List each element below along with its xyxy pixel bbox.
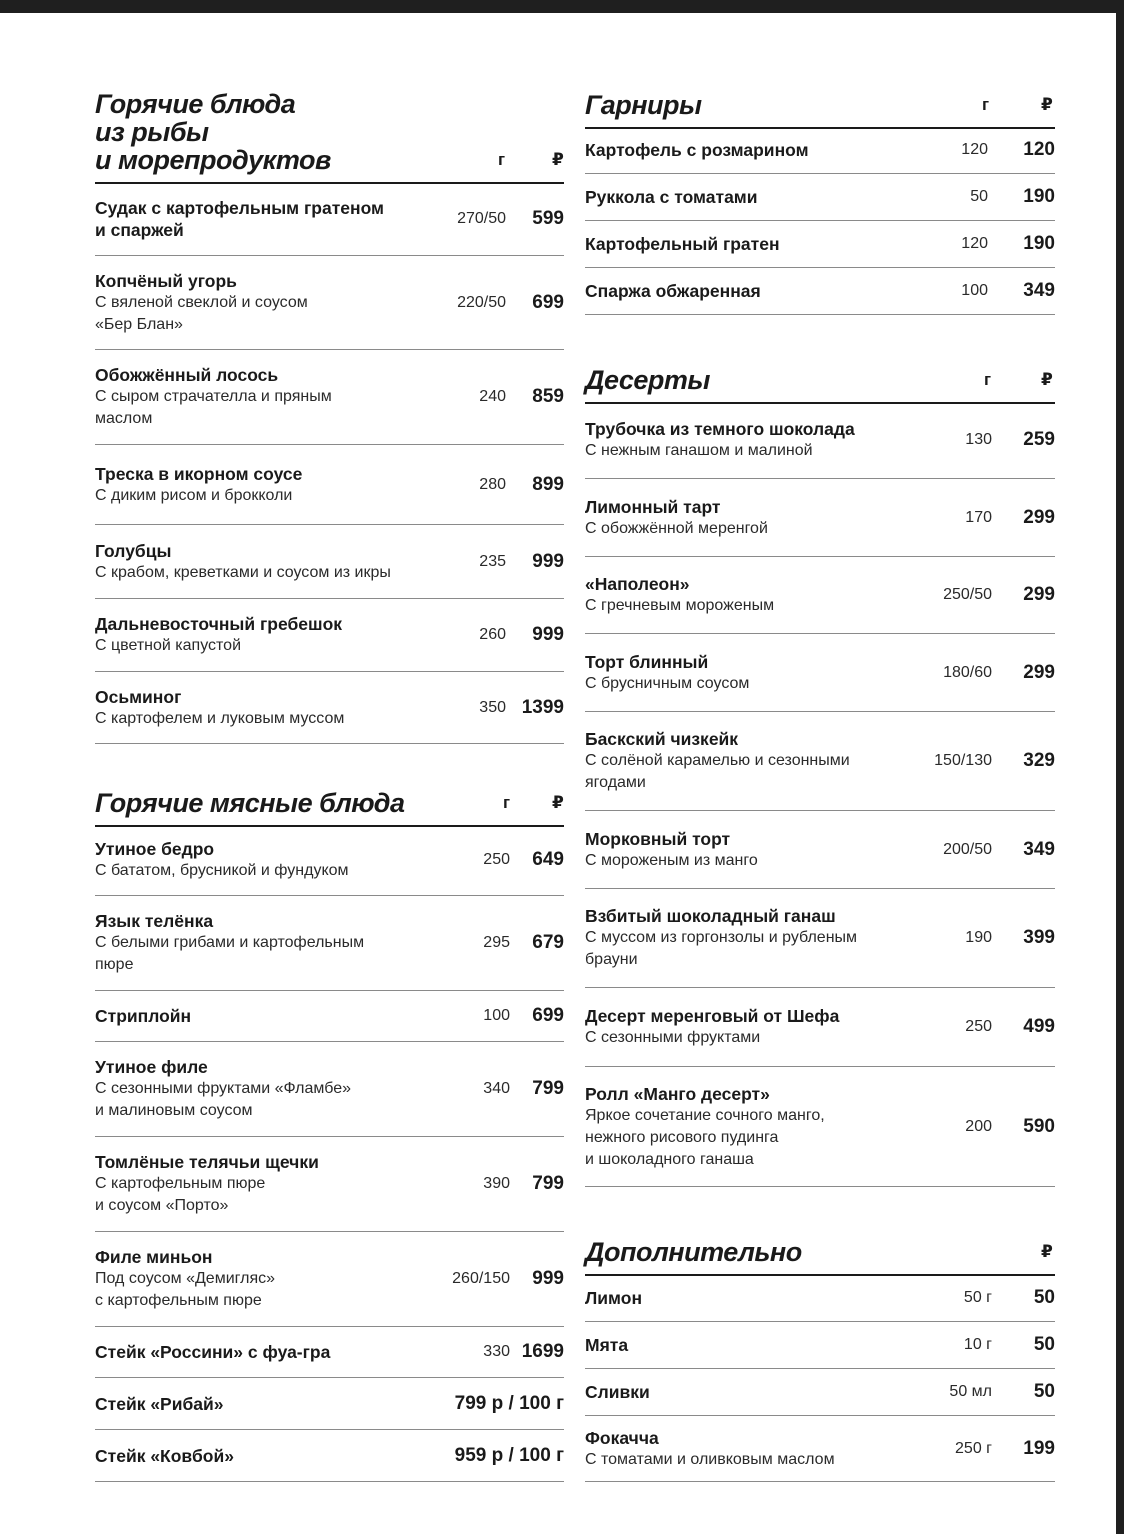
weight-column-header: г — [498, 150, 506, 169]
menu-item-text — [585, 728, 920, 794]
menu-item-name: Язык телёнка — [95, 911, 214, 931]
menu-item-description: С гречневым мороженым — [585, 597, 775, 614]
menu-item-description: С картофелем и луковым муссом — [95, 709, 345, 727]
menu-item-name: Ролл «Манго десерт» — [585, 1083, 770, 1104]
menu-item-price: 649 — [532, 849, 564, 870]
menu-item-weight: 50 — [970, 188, 988, 205]
menu-item-text — [95, 1246, 430, 1312]
menu-item — [585, 712, 1055, 811]
menu-item-price: 999 — [532, 550, 564, 572]
menu-item-weight: 340 — [483, 1080, 510, 1097]
window-right-border — [1116, 0, 1124, 1534]
menu-item-price: 699 — [532, 291, 564, 313]
menu-item-name: Мята — [585, 1335, 629, 1355]
menu-item-text — [95, 364, 430, 430]
menu-item-price: 329 — [1023, 750, 1055, 771]
menu-item-text — [95, 686, 430, 730]
price-column-header: ₽ — [552, 150, 564, 169]
menu-item-weight: 260 — [479, 626, 506, 643]
menu-item-name: Обожжённый лосось — [95, 365, 279, 385]
menu-item-description: С бататом, брусникой и фундуком — [95, 862, 349, 879]
menu-item-description: С обожжённой меренгой — [585, 519, 768, 537]
menu-item — [95, 672, 564, 744]
menu-item-name: Стейк «Ковбой» — [95, 1445, 234, 1466]
menu-item-price: 399 — [1023, 927, 1055, 948]
menu-item — [585, 1416, 1055, 1482]
menu-item — [95, 896, 564, 991]
menu-item-text — [95, 1151, 430, 1217]
menu-item-weight: 250 — [965, 1018, 992, 1035]
menu-item — [585, 1322, 1055, 1369]
menu-item-name: Сливки — [585, 1382, 650, 1402]
menu-item-description: С брусничным соусом — [585, 674, 750, 692]
menu-item-description: С крабом, креветками и соусом из икры — [95, 563, 391, 581]
menu-item-price: 50 — [1033, 1286, 1055, 1308]
menu-item — [95, 1232, 564, 1327]
menu-item — [95, 445, 564, 525]
section-header — [95, 75, 564, 184]
menu-item-name: Лимонный тарт — [585, 496, 721, 517]
menu-item-name: Утиное бедро — [95, 839, 215, 859]
menu-item-name: Взбитый шоколадный ганаш — [585, 906, 836, 926]
menu-item-text — [95, 910, 430, 976]
menu-item-text — [585, 1381, 920, 1403]
menu-item-text — [95, 463, 430, 507]
menu-item-text — [585, 280, 920, 302]
menu-item-description: С сыром страчателла и пряным маслом — [95, 388, 332, 427]
menu-item-text — [585, 1427, 920, 1471]
menu-item-text — [585, 573, 920, 617]
menu-item — [585, 127, 1055, 174]
section-title: Гарниры — [585, 90, 702, 120]
menu-item — [585, 221, 1055, 268]
menu-item-name: Судак с картофельным гратеном и спаржей — [95, 197, 384, 240]
menu-item-text — [585, 828, 920, 872]
price-column-header: ₽ — [1041, 370, 1053, 389]
menu-item-name: Трубочка из темного шоколада — [585, 419, 855, 439]
menu-item-name: Фокачча — [585, 1427, 659, 1448]
menu-item-weight: 330 — [483, 1343, 510, 1360]
menu-item-name: Осьминог — [95, 686, 182, 707]
weight-column-header: г — [982, 95, 990, 114]
section-title: Десерты — [585, 365, 710, 395]
menu-item-description: С сезонными фруктами «Фламбе» и малиновым соусом — [95, 1080, 352, 1119]
menu-item-description: С диким рисом и брокколи — [95, 486, 293, 504]
menu-item-name: Спаржа обжаренная — [585, 281, 761, 301]
menu-item-price: 299 — [1023, 506, 1055, 528]
menu-item-name: Десерт меренговый от Шефа — [585, 1006, 840, 1026]
menu-item — [95, 1137, 564, 1232]
menu-item-weight: 260/150 — [452, 1270, 510, 1287]
menu-item-name: Торт блинный — [585, 651, 709, 672]
menu-item-price: 499 — [1023, 1016, 1055, 1037]
menu-item-name: Картофель с розмарином — [585, 140, 809, 160]
menu-item-name: Стриплойн — [95, 1006, 192, 1026]
menu-item-description: Под соусом «Демигляс» с картофельным пюре — [95, 1270, 276, 1309]
menu-item-weight: 240 — [479, 388, 506, 405]
menu-item-price: 299 — [1023, 661, 1055, 683]
menu-item-weight: 250 г — [955, 1439, 992, 1457]
section-title: Горячие мясные блюда — [95, 788, 405, 818]
menu-item-name: Томлёные телячьи щечки — [95, 1152, 319, 1172]
menu-item-weight: 270/50 — [457, 209, 506, 227]
menu-item-text — [585, 1287, 920, 1309]
menu-item-description: С мороженым из манго — [585, 851, 758, 869]
menu-item-weight: 10 г — [963, 1336, 992, 1353]
menu-item-description: Яркое сочетание сочного манго, нежного рисового пудинга и шоколадного ганаша — [585, 1106, 825, 1168]
menu-item — [95, 825, 564, 896]
menu-item-name: Морковный торт — [585, 828, 731, 849]
menu-item-price: 190 — [1023, 233, 1055, 254]
weight-column-header: г — [984, 370, 992, 389]
menu-item-description: С муссом из горгонзолы и рубленым брауни — [585, 929, 858, 968]
menu-item-text — [585, 186, 920, 208]
menu-item — [585, 174, 1055, 221]
menu-item — [585, 557, 1055, 634]
section-title: Горячие блюда из рыбы и морепродуктов — [95, 89, 331, 175]
menu-item-text — [585, 233, 920, 255]
menu-item-weight: 120 — [961, 141, 988, 158]
price-column-header: ₽ — [552, 793, 564, 812]
menu-item-text — [95, 1341, 430, 1363]
menu-item-price: 590 — [1023, 1115, 1055, 1137]
menu-item-description: С сезонными фруктами — [585, 1029, 761, 1046]
menu-item-text — [95, 838, 430, 882]
menu-item — [585, 889, 1055, 988]
menu-item-price: 120 — [1023, 139, 1055, 160]
menu-item-price: 349 — [1023, 280, 1055, 301]
menu-item-text — [585, 1083, 920, 1171]
menu-item-text — [585, 496, 920, 540]
menu-item — [95, 1430, 564, 1482]
menu-item-price: 50 — [1033, 1381, 1055, 1402]
menu-item-name: Филе миньон — [95, 1247, 213, 1267]
price-column-header: ₽ — [1041, 1242, 1053, 1261]
menu-item-name: Копчёный угорь — [95, 270, 237, 291]
menu-item — [585, 634, 1055, 712]
menu-item-price: 679 — [532, 932, 564, 953]
menu-item — [585, 479, 1055, 557]
menu-item-price: 190 — [1023, 186, 1055, 207]
menu-item-description: С цветной капустой — [95, 637, 242, 654]
menu-item — [585, 988, 1055, 1067]
weight-column-header: г — [503, 793, 511, 812]
menu-item-price: 599 — [532, 207, 564, 229]
menu-item-text — [585, 905, 920, 971]
menu-item-text — [95, 613, 430, 657]
menu-item-name: Лимон — [585, 1287, 643, 1308]
menu-item — [95, 1378, 564, 1430]
menu-item-name: Баскский чизкейк — [585, 729, 739, 749]
menu-item — [585, 268, 1055, 315]
menu-item-text — [95, 1393, 430, 1415]
menu-item-text — [95, 1056, 430, 1122]
menu-item-price: 299 — [1023, 584, 1055, 605]
menu-item-name: Стейк «Рибай» — [95, 1393, 224, 1414]
menu-item-text — [95, 197, 430, 241]
menu-item-name: Руккола с томатами — [585, 187, 758, 207]
menu-item-weight: 250 — [483, 851, 510, 868]
menu-item-weight: 120 — [961, 235, 988, 252]
menu-item-description: С белыми грибами и картофельным пюре — [95, 934, 365, 973]
menu-item-text — [95, 1005, 430, 1027]
menu-item-price: 349 — [1023, 838, 1055, 860]
menu-item-weight: 50 мл — [949, 1383, 992, 1400]
menu-item-weight: 200/50 — [943, 840, 992, 858]
menu-item-name: Картофельный гратен — [585, 234, 780, 254]
menu-item-weight: 180/60 — [943, 663, 992, 681]
menu-item — [95, 991, 564, 1042]
menu-item-price: 999 — [532, 624, 564, 645]
menu-item-weight: 150/130 — [934, 752, 992, 769]
menu-item-weight: 350 — [479, 698, 506, 716]
menu-item-price: 859 — [532, 386, 564, 407]
menu-item-weight: 50 г — [963, 1288, 992, 1306]
menu-item-weight: 390 — [483, 1175, 510, 1192]
price-column-header: ₽ — [1041, 95, 1053, 114]
menu-item-name: Голубцы — [95, 540, 172, 561]
menu-item-price: 1399 — [521, 696, 564, 718]
menu-item-description: С вяленой свеклой и соусом «Бер Блан» — [95, 293, 308, 333]
menu-item-weight: 130 — [965, 431, 992, 448]
menu-item-weight: 100 — [483, 1007, 510, 1024]
menu-item-description: С солёной карамелью и сезонными ягодами — [585, 752, 850, 791]
menu-item — [95, 525, 564, 599]
menu-item-description: С томатами и оливковым маслом — [585, 1450, 835, 1468]
menu-item-price: 899 — [532, 473, 564, 495]
menu-item — [585, 1274, 1055, 1322]
menu-item-price: 959 р / 100 г — [454, 1444, 564, 1466]
menu-item-weight: 220/50 — [457, 293, 506, 311]
menu-item-description: С картофельным пюре и соусом «Порто» — [95, 1175, 266, 1214]
menu-item-text — [585, 1005, 920, 1049]
menu-item-weight: 295 — [483, 934, 510, 951]
menu-item — [585, 1067, 1055, 1187]
menu-item-price: 199 — [1023, 1437, 1055, 1459]
menu-item-price: 799 — [532, 1173, 564, 1194]
menu-item-price: 699 — [532, 1005, 564, 1026]
menu-item-price: 50 — [1033, 1334, 1055, 1355]
menu-item — [585, 402, 1055, 479]
section-header — [585, 75, 1055, 129]
menu-item-weight: 280 — [479, 475, 506, 493]
menu-item-text — [95, 540, 430, 584]
section-header — [585, 1222, 1055, 1276]
window-top-border — [0, 0, 1124, 13]
menu-item-price: 1699 — [521, 1341, 564, 1362]
section-header — [585, 350, 1055, 404]
menu-item-weight: 250/50 — [943, 586, 992, 603]
menu-item — [95, 182, 564, 256]
menu-item-description: С нежным ганашом и малиной — [585, 442, 813, 459]
menu-item — [95, 350, 564, 445]
section-title: Дополнительно — [585, 1237, 802, 1267]
section-header — [95, 775, 564, 827]
menu-item — [95, 599, 564, 672]
menu-item — [585, 1369, 1055, 1416]
menu-item-weight: 235 — [479, 552, 506, 570]
menu-item-text — [585, 1334, 920, 1356]
menu-item — [585, 811, 1055, 889]
menu-item-weight: 100 — [961, 282, 988, 299]
menu-item-text — [95, 1445, 430, 1467]
menu-item-name: Треска в икорном соусе — [95, 463, 303, 484]
menu-item — [95, 1327, 564, 1378]
menu-item-price: 799 р / 100 г — [454, 1392, 564, 1414]
menu-item-name: Дальневосточный гребешок — [95, 614, 343, 634]
menu-item-weight: 170 — [965, 508, 992, 526]
menu-item-name: Утиное филе — [95, 1057, 208, 1077]
menu-item-weight: 200 — [965, 1117, 992, 1135]
menu-item-price: 259 — [1023, 429, 1055, 450]
menu-item-text — [585, 651, 920, 695]
menu-item-text — [585, 139, 920, 161]
menu-item-text — [585, 418, 920, 462]
menu-item-price: 999 — [532, 1268, 564, 1289]
menu-item-weight: 190 — [965, 929, 992, 946]
menu-item-name: «Наполеон» — [585, 574, 690, 594]
menu-item — [95, 1042, 564, 1137]
menu-item-name: Стейк «Россини» с фуа-гра — [95, 1342, 331, 1362]
menu-item — [95, 256, 564, 350]
menu-item-text — [95, 270, 430, 336]
menu-item-price: 799 — [532, 1078, 564, 1099]
